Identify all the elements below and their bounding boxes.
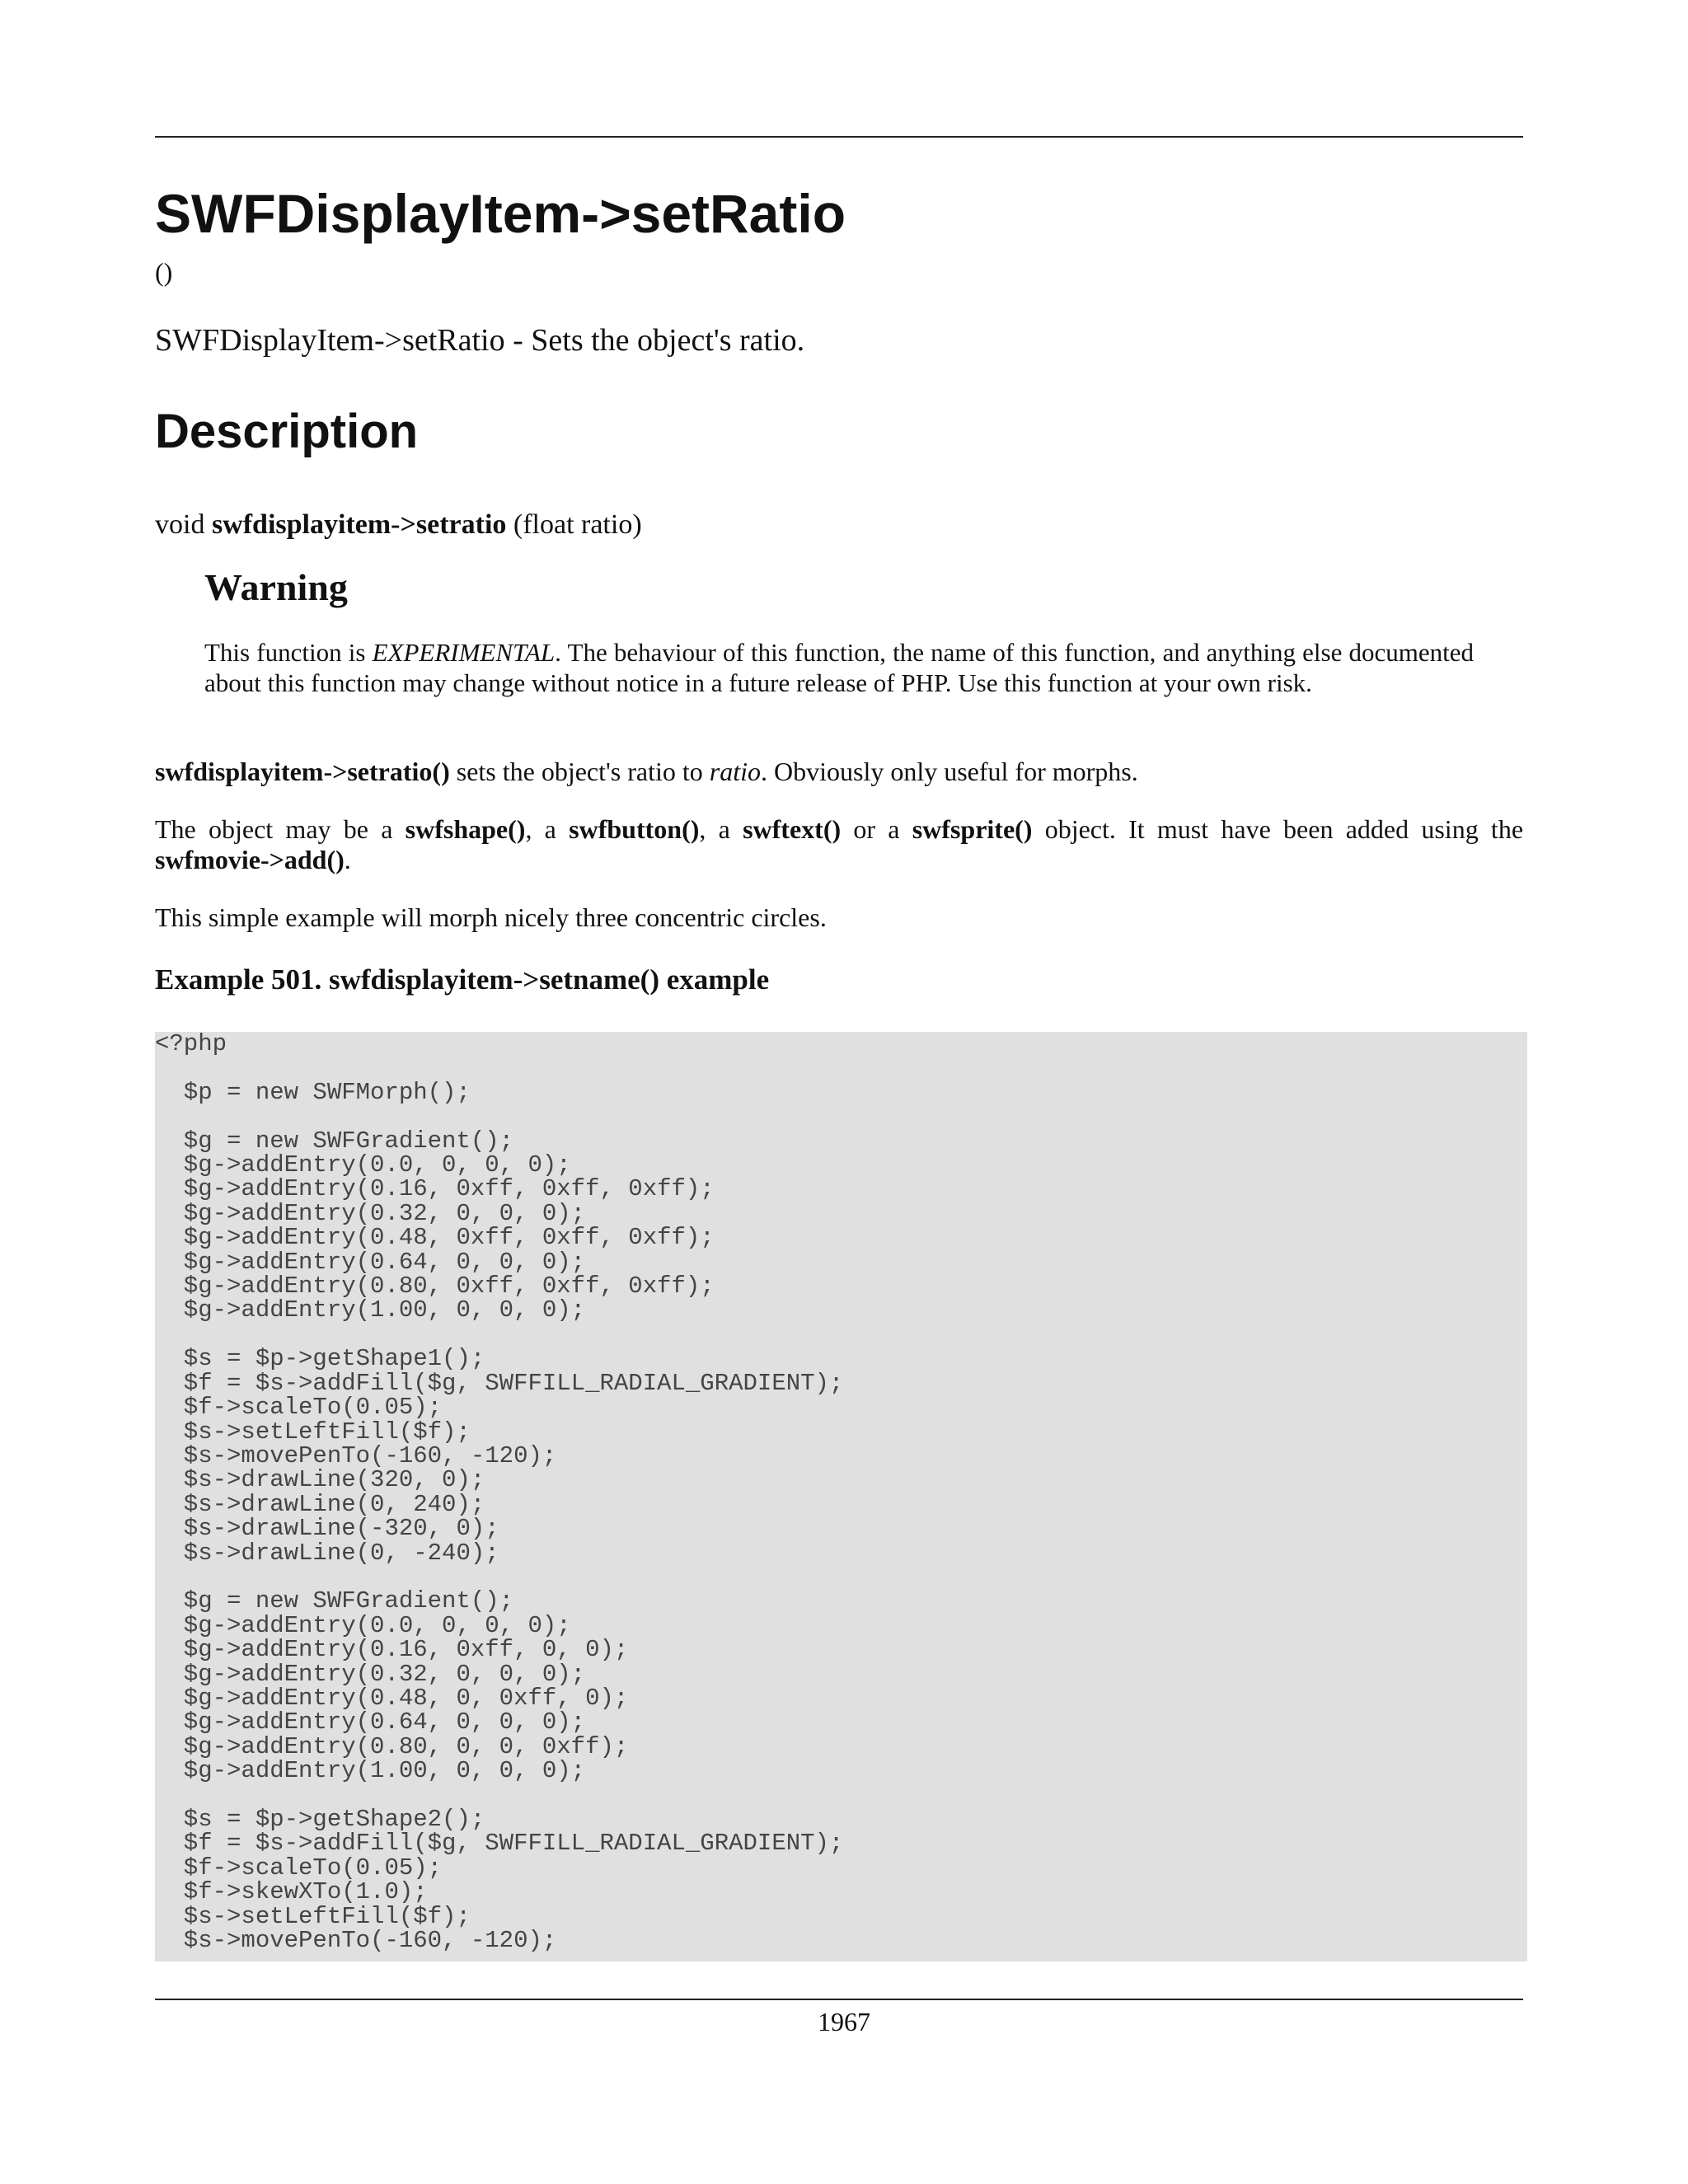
para2-t1: The object may be a [155, 814, 406, 844]
title-parens: () [155, 257, 173, 287]
para1-text-a: sets the object's ratio to [449, 757, 710, 786]
para2-swfbutton: swfbutton() [569, 814, 700, 844]
method-synopsis [155, 509, 642, 542]
para2-swftext: swftext() [743, 814, 842, 844]
para2-swfshape: swfshape() [405, 814, 526, 844]
code-example-block [155, 1032, 1527, 1961]
para2-t2: , a [525, 814, 570, 844]
para1-text-b: . Obviously only useful for morphs. [760, 757, 1138, 786]
para2-swfsprite: swfsprite() [912, 814, 1033, 844]
refname-line: SWFDisplayItem->setRatio - Sets the object's ratio. [155, 323, 805, 358]
page-title: SWFDisplayItem->setRatio [155, 183, 846, 244]
para2-t3: , a [699, 814, 743, 844]
warning-text-before: This function is [204, 638, 366, 667]
para2-t4: or a [841, 814, 912, 844]
example-title: Example 501. swfdisplayitem->setname() example [155, 963, 770, 996]
synopsis-params: (float ratio) [513, 509, 642, 540]
para2-t6: . [344, 845, 351, 874]
para1-method: swfdisplayitem->setratio() [155, 757, 450, 786]
page-number: 1967 [818, 2007, 870, 2036]
warning-text [204, 637, 1474, 698]
header-rule [155, 136, 1523, 138]
footer-rule [155, 1999, 1523, 2000]
description-heading: Description [155, 405, 419, 458]
synopsis-return-type: void [155, 509, 205, 540]
para1-param: ratio [709, 757, 761, 786]
warning-title: Warning [204, 566, 348, 608]
paragraph-object-types [155, 814, 1523, 875]
synopsis-method-name: swfdisplayitem->setratio [211, 509, 507, 540]
paragraph-setratio [155, 757, 1523, 787]
paragraph-example-intro: This simple example will morph nicely three concentric circles. [155, 902, 827, 932]
warning-text-after: . The behaviour of this function, the name of this function, and anything else documented about this function may change without notice in a future release of PHP. Use this function at your own risk. [204, 638, 1474, 697]
para2-t5: object. It must have been added using the [1032, 814, 1524, 844]
warning-emphasis: EXPERIMENTAL [372, 638, 556, 667]
para2-swfmovie-add: swfmovie->add() [155, 845, 345, 874]
code-listing: <?php $p = new SWFMorph(); $g = new SWFGradient(); $g->addEntry(0.0, 0, 0, 0); $g->addEntry(0.16, 0xff, 0xff, 0xff); $g->addEntry(0.32, 0, 0, 0); $g->addEntry(0.48, 0xff, 0xff, 0xff); $g->addEntry(0.64, 0, 0, 0); $g->addEntry(0.80, 0xff, 0xff, 0xff); $g->addEntry(1.00, 0, 0, 0); $s = $p->getShape1(); $f = $s->addFill($g, SWFFILL_RADIAL_GRADIENT); $f->scaleTo(0.05); $s->setLeftFill($f); $s->movePenTo(-160, -120); $s->drawLine(320, 0); $s->drawLine(0, 240); $s->drawLine(-320, 0); $s->drawLine(0, -240); $g = new SWFGradient(); $g->addEntry(0.0, 0, 0, 0); $g->addEntry(0.16, 0xff, 0, 0); $g->addEntry(0.32, 0, 0, 0); $g->addEntry(0.48, 0, 0xff, 0); $g->addEntry(0.64, 0, 0, 0); $g->addEntry(0.80, 0, 0, 0xff); $g->addEntry(1.00, 0, 0, 0); $s = $p->getShape2(); $f = $s->addFill($g, SWFFILL_RADIAL_GRADIENT); $f->scaleTo(0.05); $f->skewXTo(1.0); $s->setLeftFill($f); $s->movePenTo(-160, -120); [155, 1032, 844, 1955]
